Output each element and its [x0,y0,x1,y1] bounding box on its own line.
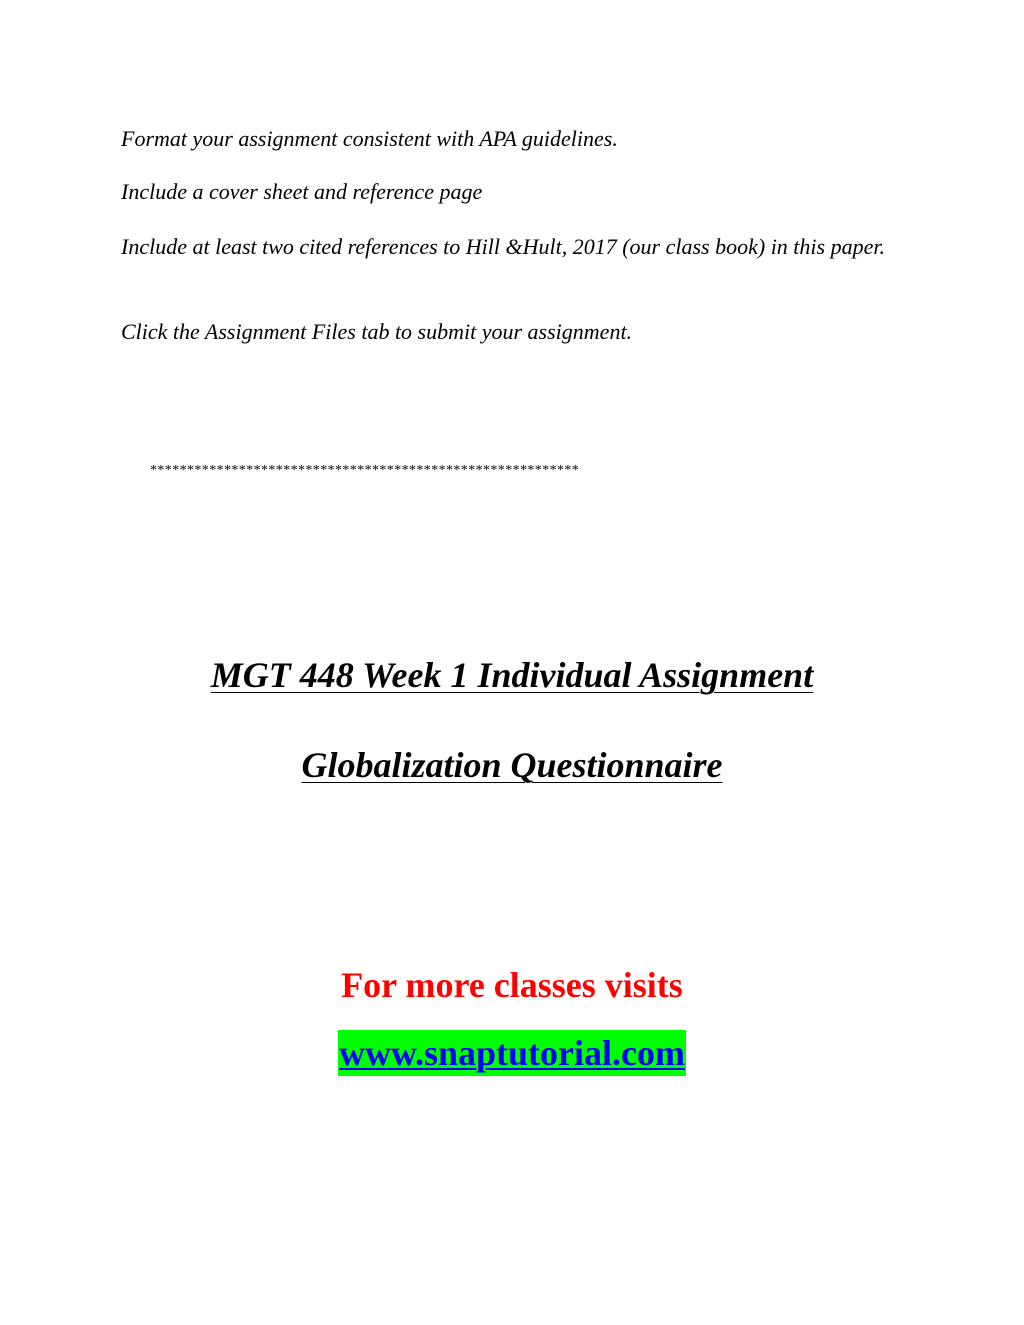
instruction-references: Include at least two cited references to Hill &Hult, 2017 (our class book) in this paper. [121,234,885,259]
assignment-title-text: Globalization Questionnaire [301,745,723,785]
instruction-cover-sheet: Include a cover sheet and reference page [121,179,483,204]
instruction-submit: Click the Assignment Files tab to submit your assignment. [121,319,633,344]
promo-text: For more classes visits [341,965,683,1005]
instruction-apa-format: Format your assignment consistent with APA guidelines. [121,126,618,151]
promo-link-container [0,1030,1024,1076]
course-title [0,653,1024,697]
assignment-title [0,743,1024,787]
snaptutorial-link[interactable]: www.snaptutorial.com [338,1030,686,1076]
asterisk-separator: ********************************************************** [150,463,580,478]
course-title-text: MGT 448 Week 1 Individual Assignment [210,655,814,695]
